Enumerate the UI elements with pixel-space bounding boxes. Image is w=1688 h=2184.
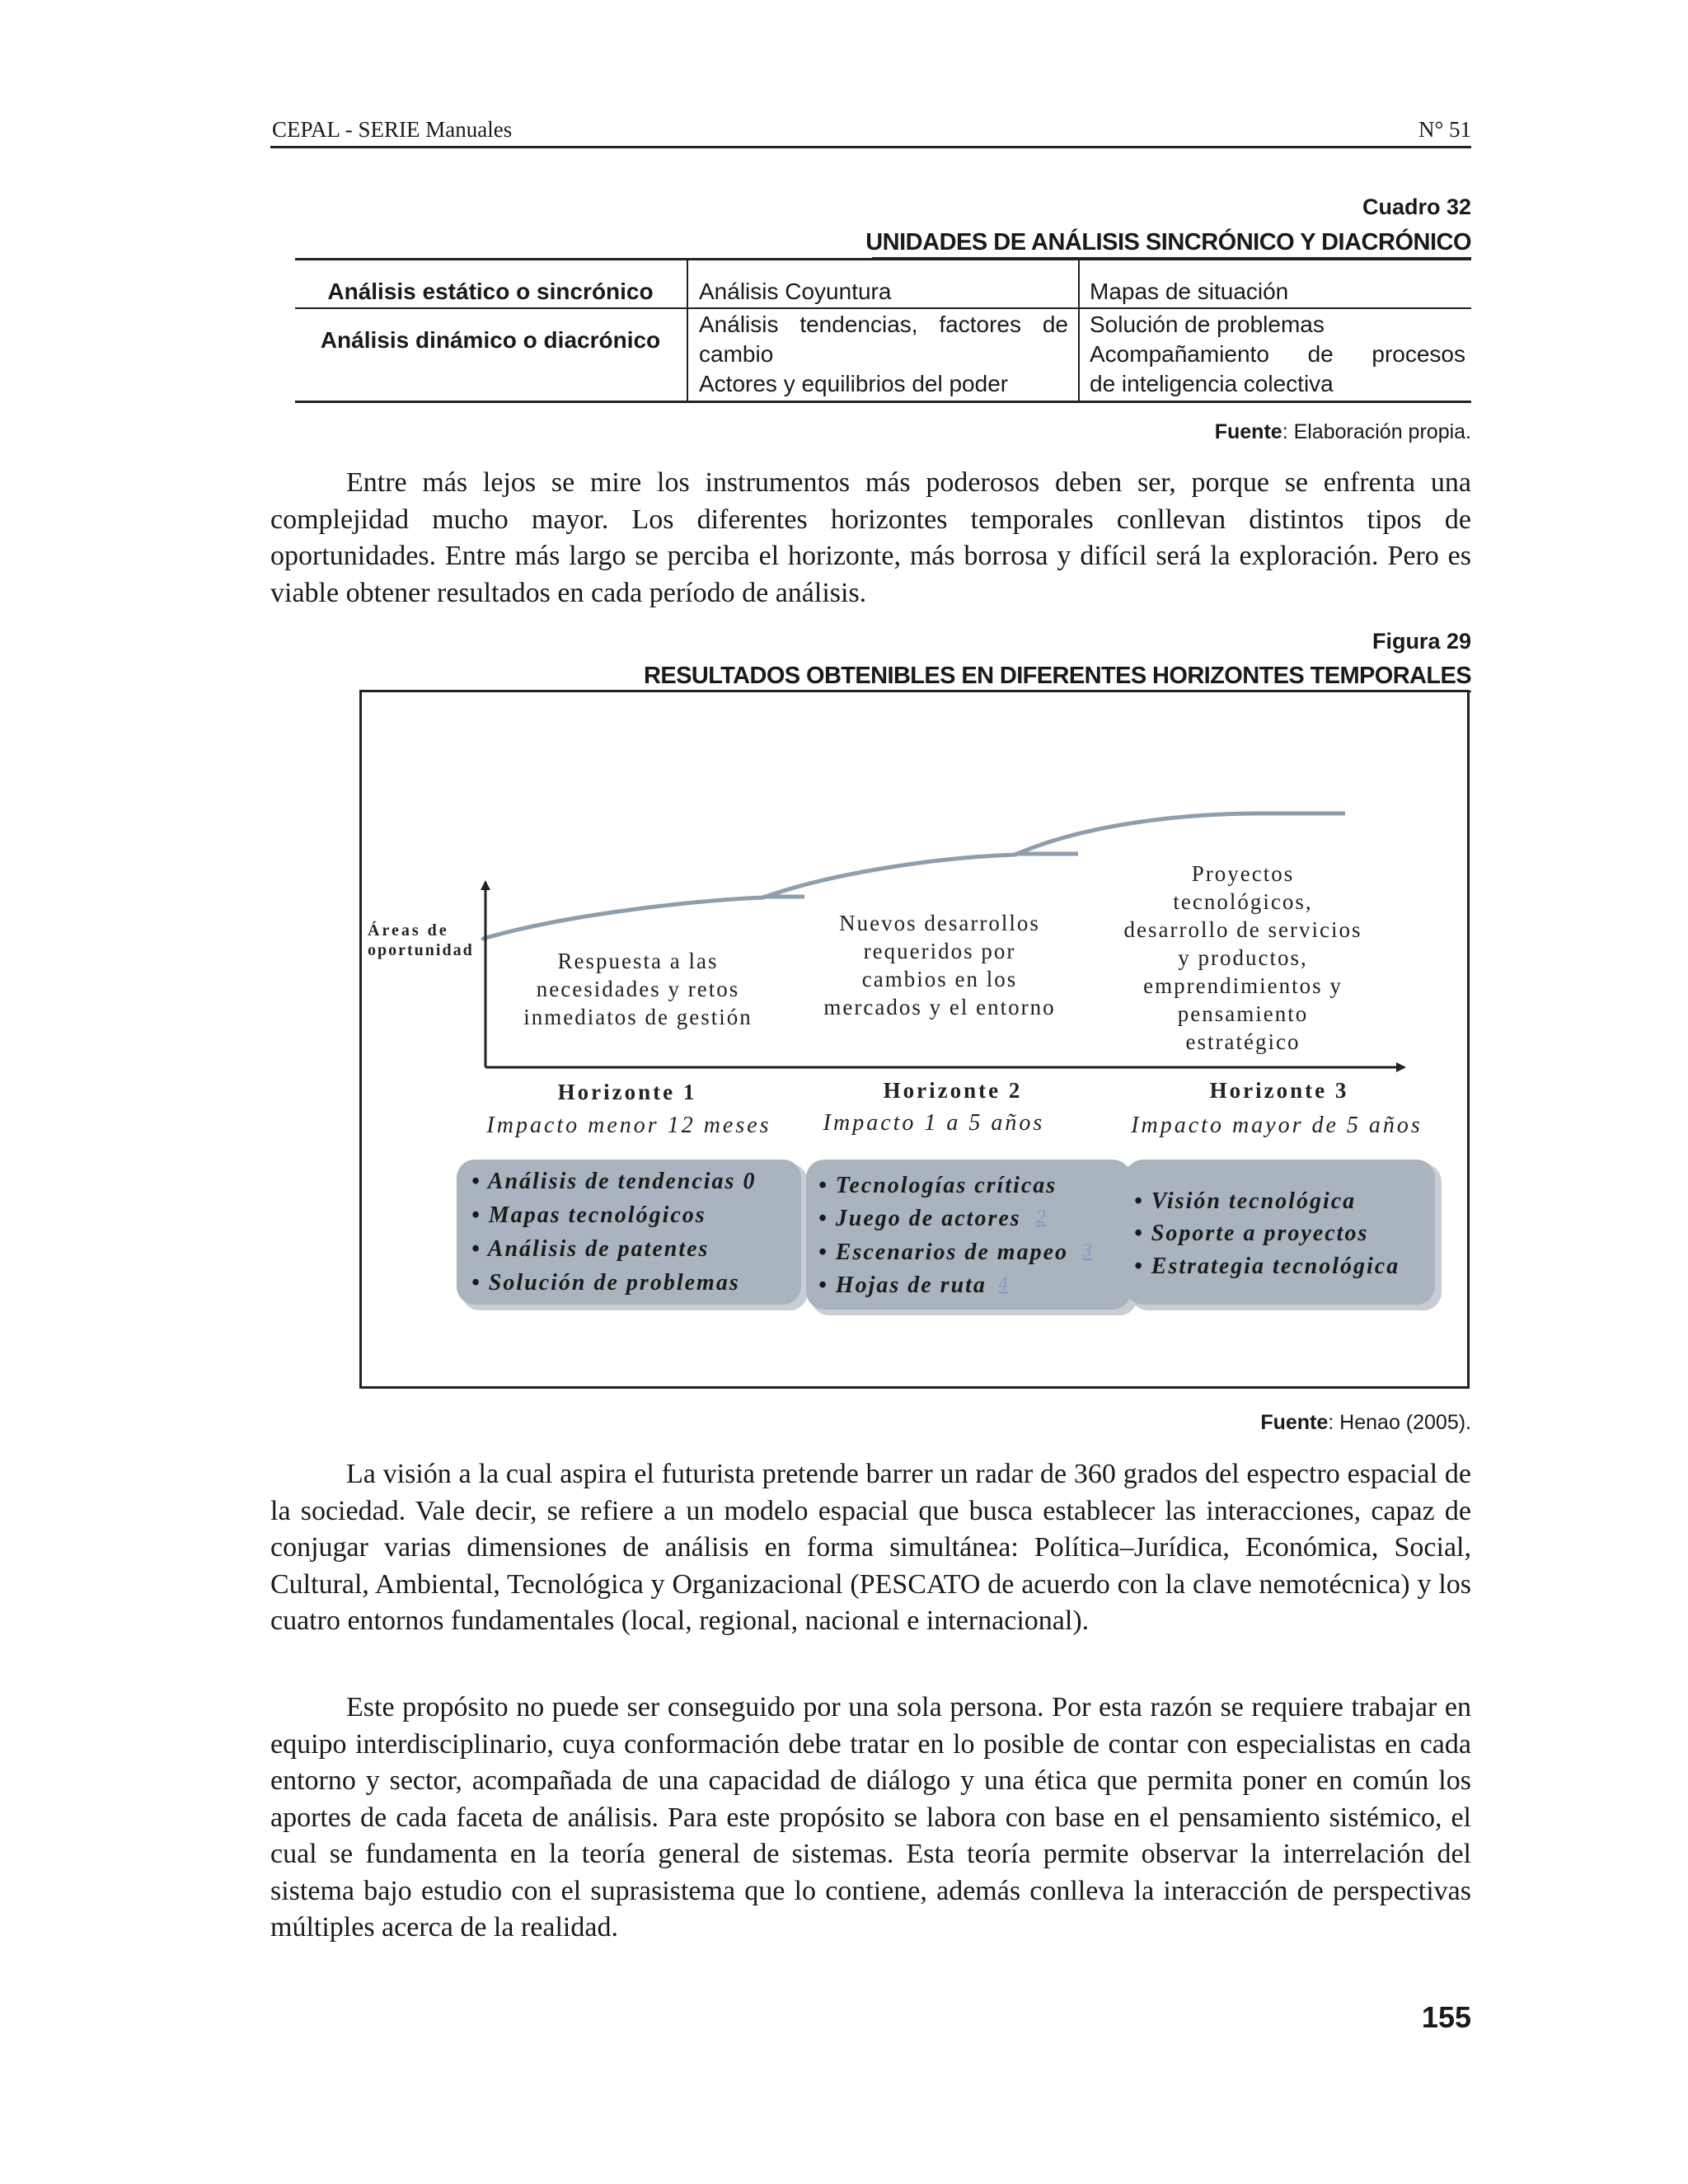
table-bottom-rule <box>295 401 1471 403</box>
paragraph-text: Entre más lejos se mire los instrumentos más poderosos deben ser, porque se enfrenta una complejidad mucho mayor. Los diferentes horizontes temporales conllevan distintos tipos de oportunidades. Entre más largo se perciba el horizonte, más borrosa y difícil será la exploración. Pero es viable obtener resultados en cada período de análisis. <box>270 467 1471 608</box>
footnote-marker[interactable]: 2 <box>1036 1207 1046 1228</box>
horizon-2-item: • Hojas de ruta <box>818 1272 987 1298</box>
body-paragraph <box>270 1690 1471 1947</box>
table-caption: Cuadro 32 <box>1362 194 1471 219</box>
horizon-1-item: • Mapas tecnológicos <box>471 1202 706 1228</box>
cell-word: de <box>1042 312 1068 337</box>
horizon-3-impact: Impacto mayor de 5 años <box>1131 1113 1423 1138</box>
horizon-2-desc: Nuevos desarrollos <box>839 911 1040 935</box>
horizon-3-title: Horizonte 3 <box>1209 1078 1349 1103</box>
cell-line: Actores y equilibrios del poder <box>699 371 1009 396</box>
table-cell <box>699 310 1068 399</box>
table-column-divider <box>1078 260 1080 401</box>
header-rule <box>270 146 1471 148</box>
cell-word: tendencias, <box>799 312 918 337</box>
table-row-header: Análisis estático o sincrónico <box>327 279 654 304</box>
paragraph-text: La visión a la cual aspira el futurista pretende barrer un radar de 360 grados del espectro espacial de la sociedad. Vale decir, se refiere a un modelo espacial que busca establecer las interacciones, capaz de conjugar varias dimensiones de análisis en forma simultánea: Política–Jurídica, Económica, Social, Cultural, Ambiental, Tecnológica y Organizacional (PESCATO de acuerdo con la clave nemotécnica) y los cuatro entornos fundamentales (local, regional, nacional e internacional). <box>270 1459 1471 1636</box>
table-row-header: Análisis dinámico o diacrónico <box>320 327 661 353</box>
horizon-2-desc: requeridos por <box>863 939 1016 963</box>
horizon-1-desc: Respuesta a las <box>557 949 719 973</box>
horizon-3-desc: emprendimientos y <box>1143 973 1343 998</box>
running-header-number: N° 51 <box>1418 117 1471 142</box>
horizon-1-title: Horizonte 1 <box>557 1080 697 1104</box>
figure-source <box>1260 1411 1471 1435</box>
cell-line: de inteligencia colectiva <box>1090 371 1334 396</box>
horizon-1-impact: Impacto menor 12 meses <box>486 1113 771 1138</box>
horizon-1-item: • Solución de problemas <box>471 1270 740 1296</box>
footnote-marker[interactable]: 4 <box>998 1273 1008 1295</box>
cell-word: procesos <box>1372 341 1465 367</box>
horizon-2-item: • Tecnologías críticas <box>818 1173 1057 1198</box>
horizon-1-desc: necesidades y retos <box>536 977 740 1001</box>
horizon-1-item: • Análisis de patentes <box>471 1236 710 1262</box>
y-axis-label: Áreas de <box>368 921 449 940</box>
table-source <box>1215 420 1471 444</box>
table-title: UNIDADES DE ANÁLISIS SINCRÓNICO Y DIACRÓNICO <box>865 229 1471 255</box>
horizon-2-desc: mercados y el entorno <box>823 995 1056 1019</box>
source-text: : Elaboración propia. <box>1282 420 1471 443</box>
paragraph-text: Este propósito no puede ser conseguido por una sola persona. Por esta razón se requiere trabajar en equipo interdisciplinario, cuya conformación debe tratar en lo posible de contar con especialistas en cada entorno y sector, acompañada de una capacidad de diálogo y una ética que permita poner en común los aportes de cada faceta de análisis. Para este propósito se labora con base en el pensamiento sistémico, el cual se fundamenta en la teoría general de sistemas. Esta teoría permite observar la interrelación del sistema bajo estudio con el suprasistema que lo contiene, además conlleva la interacción de perspectivas múltiples acerca de la realidad. <box>270 1692 1471 1943</box>
horizon-1-box <box>457 1160 808 1310</box>
horizon-3-desc: estratégico <box>1185 1029 1301 1054</box>
cell-word: factores <box>939 312 1021 337</box>
horizon-3-desc: pensamiento <box>1177 1001 1309 1026</box>
horizon-3-box <box>1125 1160 1442 1310</box>
horizon-1-item: • Análisis de tendencias 0 <box>471 1169 757 1194</box>
running-header-title: CEPAL - SERIE Manuales <box>272 117 513 142</box>
horizon-2-impact: Impacto 1 a 5 años <box>823 1110 1045 1136</box>
table-cell: Mapas de situación <box>1090 279 1289 304</box>
y-axis-label: oportunidad <box>368 941 474 959</box>
table-cell <box>1090 310 1465 399</box>
table-cell: Análisis Coyuntura <box>699 279 892 304</box>
horizon-3-item: • Soporte a proyectos <box>1134 1221 1369 1246</box>
table-column-divider <box>687 260 688 401</box>
source-label: Fuente <box>1214 420 1282 443</box>
figure-caption: Figura 29 <box>1372 629 1471 654</box>
page-number: 155 <box>1421 2000 1471 2034</box>
horizon-3-desc: desarrollo de servicios <box>1123 917 1362 942</box>
horizon-2-title: Horizonte 2 <box>883 1078 1023 1103</box>
body-paragraph <box>270 1456 1471 1640</box>
horizon-3-item: • Estrategia tecnológica <box>1134 1254 1400 1279</box>
figure-title: RESULTADOS OBTENIBLES EN DIFERENTES HORIZONTES TEMPORALES <box>644 663 1471 689</box>
cell-word: de <box>1307 341 1334 367</box>
cell-word: Análisis <box>699 312 779 337</box>
source-label: Fuente <box>1260 1411 1329 1434</box>
footnote-marker[interactable]: 3 <box>1082 1240 1092 1262</box>
horizon-1-desc: inmediatos de gestión <box>523 1005 753 1029</box>
source-text: : Henao (2005). <box>1328 1411 1471 1434</box>
horizon-2-desc: cambios en los <box>861 967 1018 991</box>
horizon-2-item: • Escenarios de mapeo <box>818 1240 1069 1265</box>
horizon-3-desc: tecnológicos, <box>1173 889 1313 914</box>
horizon-3-desc: y productos, <box>1178 945 1308 970</box>
horizon-3-desc: Proyectos <box>1191 861 1295 886</box>
body-paragraph <box>270 465 1471 612</box>
cell-line: cambio <box>699 341 774 367</box>
table-mid-rule <box>295 307 1471 309</box>
horizon-3-item: • Visión tecnológica <box>1134 1188 1357 1214</box>
horizon-2-item: • Juego de actores <box>818 1206 1021 1231</box>
figure-diagram <box>359 690 1470 1389</box>
cell-line: Solución de problemas <box>1090 312 1325 337</box>
horizon-2-box <box>806 1160 1137 1315</box>
cell-word: Acompañamiento <box>1090 341 1269 367</box>
table-top-rule <box>295 258 1471 260</box>
